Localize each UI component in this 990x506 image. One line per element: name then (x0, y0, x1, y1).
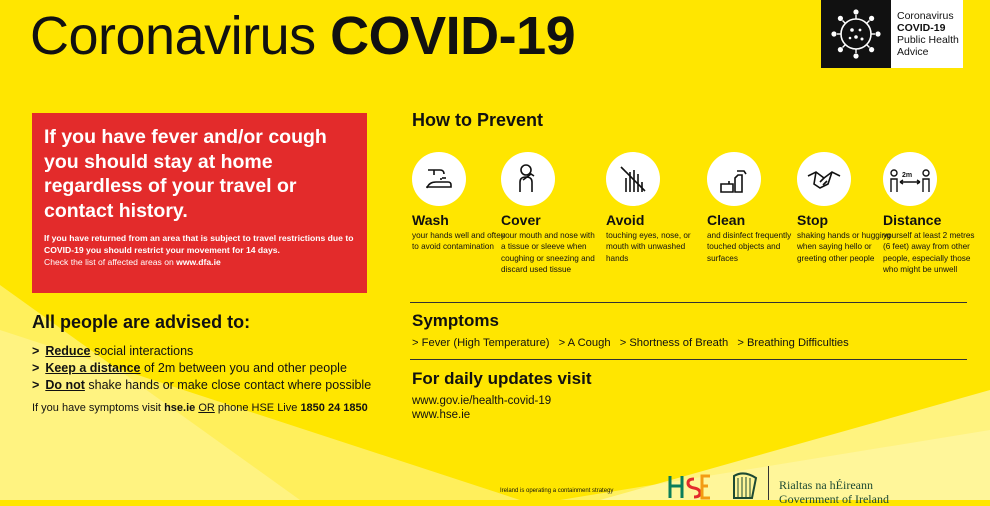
advice-item (32, 343, 392, 360)
advice-text: social interactions (90, 344, 194, 358)
tip-distance (883, 152, 979, 275)
tip-avoid (606, 152, 702, 264)
hand-wash-icon (412, 152, 466, 206)
advice-text: shake hands or make close contact where possible (84, 378, 372, 392)
alert-check-text: Check the list of affected areas on (44, 257, 174, 267)
tip-name: Clean (707, 212, 746, 228)
tip-desc: touching eyes, nose, or mouth with unwashed hands (606, 231, 691, 263)
dfa-link[interactable]: www.dfa.ie (176, 257, 221, 267)
title-bold: COVID-19 (330, 6, 576, 66)
alert-headline: If you have fever and/or cough you should stay at home regardless of your travel or contact history. (44, 126, 327, 222)
containment-note: Ireland is operating a containment strategy (500, 488, 614, 494)
advice-title: All people are advised to: (32, 312, 251, 332)
symptoms-title: Symptoms (412, 311, 499, 330)
symptoms-list (412, 337, 855, 349)
arrow-icon: > (32, 344, 40, 358)
tip-cover (501, 152, 597, 275)
cough-cover-icon (501, 152, 555, 206)
gov-line-english: Government of Ireland (779, 492, 889, 506)
symptoms-pre: If you have symptoms visit (32, 402, 161, 414)
symptoms-contact-line (32, 402, 392, 414)
updates-links (412, 394, 551, 422)
disinfect-spray-icon (707, 152, 761, 206)
tip-stop (797, 152, 893, 264)
hse-phone[interactable]: 1850 24 1850 (300, 402, 368, 414)
tip-desc: your mouth and nose with a tissue or sleeve when coughing or sneezing and discard used tissue (501, 231, 595, 274)
government-of-ireland (779, 478, 889, 506)
title-light: Coronavirus (30, 6, 316, 66)
symptom-item: > Breathing Difficulties (737, 337, 849, 349)
logo-text (891, 10, 959, 58)
alert-body (44, 232, 355, 268)
distance-badge: 2m (902, 172, 913, 179)
handshake-icon (797, 152, 851, 206)
public-health-logo (821, 0, 963, 68)
phone-pre: phone HSE Live (217, 402, 298, 414)
divider (410, 359, 967, 360)
tip-desc: yourself at least 2 metres (6 feet) away from other people, especially those who might be unwell (883, 231, 975, 274)
advice-emphasis: Keep a distance (45, 361, 141, 375)
tip-desc: your hands well and often to avoid contamination (412, 231, 506, 252)
advice-item (32, 360, 392, 377)
advice-emphasis: Reduce (45, 344, 91, 358)
virus-icon (821, 0, 891, 68)
logo-line-1: Coronavirus (897, 10, 954, 22)
tip-name: Wash (412, 212, 449, 228)
gov-line-irish: Rialtas na hÉireann (779, 478, 873, 492)
advice-item (32, 377, 392, 394)
logo-line-4: Advice (897, 46, 929, 58)
tip-desc: and disinfect frequently touched objects and surfaces (707, 231, 792, 263)
prevent-title: How to Prevent (412, 110, 544, 130)
symptom-item: > Fever (High Temperature) (412, 337, 550, 349)
no-touch-face-icon (606, 152, 660, 206)
footer-divider (768, 466, 769, 500)
distance-2m-icon (883, 152, 937, 206)
logo-line-3: Public Health (897, 34, 959, 46)
symptom-item: > Shortness of Breath (619, 337, 729, 349)
alert-box (32, 113, 367, 293)
symptom-item: > A Cough (558, 337, 611, 349)
tip-desc: shaking hands or hugging when saying hello or greeting other people (797, 231, 891, 263)
logo-line-2: COVID-19 (897, 22, 946, 34)
tip-name: Stop (797, 212, 829, 228)
prevention-tips (412, 152, 975, 292)
hse-link[interactable]: hse.ie (164, 402, 196, 414)
tip-name: Avoid (606, 212, 645, 228)
hse-site-link[interactable]: www.hse.ie (412, 409, 471, 421)
or-text: OR (198, 402, 215, 414)
tip-wash (412, 152, 508, 253)
harp-icon (728, 470, 762, 500)
tip-name: Cover (501, 212, 541, 228)
alert-body-text: If you have returned from an area that is subject to travel restrictions due to COVID-19 you should restrict your movement for 14 days. (44, 233, 354, 255)
advice-emphasis: Do not (45, 378, 85, 392)
gov-link[interactable]: www.gov.ie/health-covid-19 (412, 395, 552, 407)
arrow-icon: > (32, 361, 40, 375)
hse-logo (666, 472, 712, 500)
tip-name: Distance (883, 212, 942, 228)
updates-title: For daily updates visit (412, 369, 592, 388)
advice-text: of 2m between you and other people (140, 361, 347, 375)
arrow-icon: > (32, 378, 40, 392)
advice-section (32, 312, 392, 414)
divider (410, 302, 967, 303)
page-title (30, 4, 575, 68)
tip-clean (707, 152, 803, 264)
